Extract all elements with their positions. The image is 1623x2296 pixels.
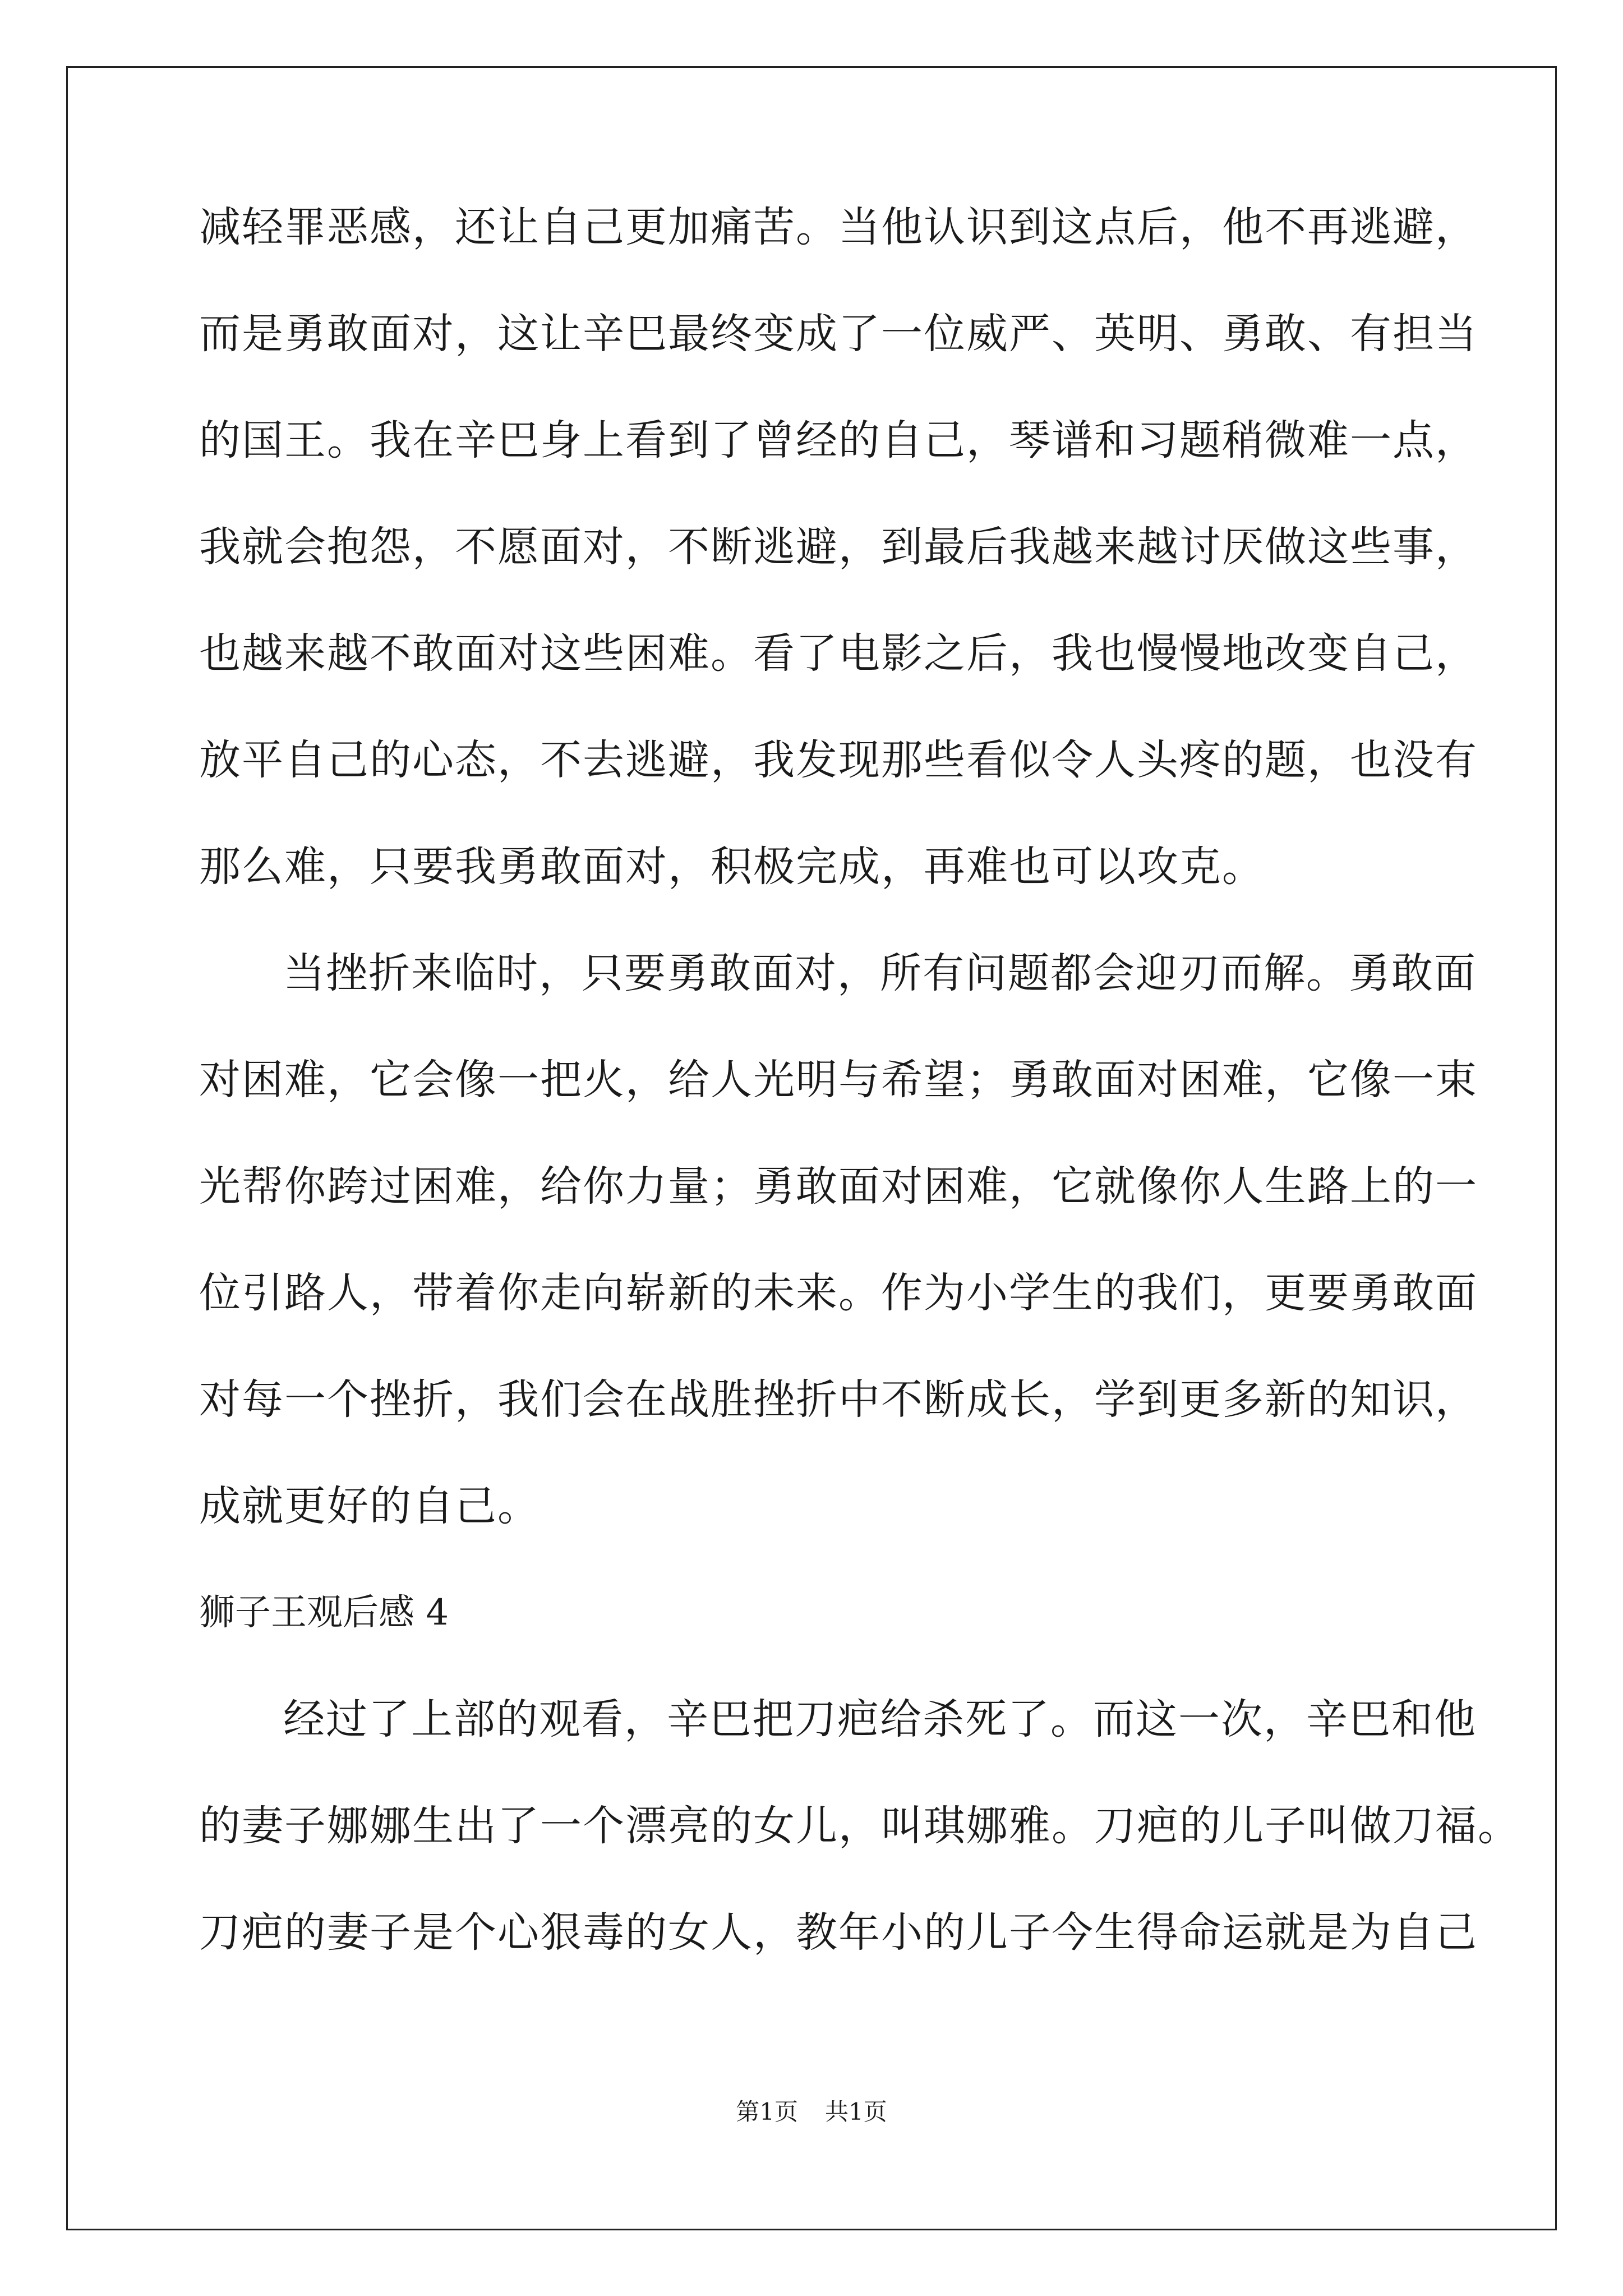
text-line: 减轻罪恶感，还让自己更加痛苦。当他认识到这点后，他不再逃避， bbox=[199, 203, 1478, 251]
text-line: 我就会抱怨，不愿面对，不断逃避，到最后我越来越讨厌做这些事， bbox=[199, 523, 1478, 571]
text-line: 光帮你跨过困难，给你力量；勇敢面对困难，它就像你人生路上的一 bbox=[199, 1162, 1478, 1211]
text-line: 的国王。我在辛巴身上看到了曾经的自己，琴谱和习题稍微难一点， bbox=[199, 416, 1478, 464]
section-heading: 狮子王观后感 4 bbox=[199, 1592, 449, 1634]
page-footer bbox=[0, 2095, 1623, 2129]
text-line: 刀疤的妻子是个心狠毒的女人，教年小的儿子今生得命运就是为自己 bbox=[199, 1908, 1478, 1957]
text-line: 放平自己的心态，不去逃避，我发现那些看似令人头疼的题，也没有 bbox=[199, 736, 1478, 784]
text-line: 位引路人，带着你走向崭新的未来。作为小学生的我们，更要勇敢面 bbox=[199, 1269, 1478, 1317]
page-number: 第1页 bbox=[736, 2098, 798, 2125]
text-line: 也越来越不敢面对这些困难。看了电影之后，我也慢慢地改变自己， bbox=[199, 629, 1478, 678]
text-line: 对每一个挫折，我们会在战胜挫折中不断成长，学到更多新的知识， bbox=[199, 1375, 1478, 1424]
text-line: 对困难，它会像一把火，给人光明与希望；勇敢面对困难，它像一束 bbox=[199, 1056, 1478, 1104]
paragraph-first-line: 经过了上部的观看，辛巴把刀疤给杀死了。而这一次，辛巴和他 bbox=[283, 1695, 1477, 1743]
text-line: 而是勇敢面对，这让辛巴最终变成了一位威严、英明、勇敢、有担当 bbox=[199, 310, 1478, 358]
paragraph-first-line: 当挫折来临时，只要勇敢面对，所有问题都会迎刃而解。勇敢面 bbox=[283, 949, 1477, 997]
text-line: 成就更好的自己。 bbox=[199, 1482, 540, 1530]
text-line: 那么难，只要我勇敢面对，积极完成，再难也可以攻克。 bbox=[199, 843, 1265, 891]
text-line: 的妻子娜娜生出了一个漂亮的女儿，叫琪娜雅。刀疤的儿子叫做刀福。 bbox=[199, 1802, 1520, 1850]
page-total: 共1页 bbox=[825, 2098, 887, 2125]
